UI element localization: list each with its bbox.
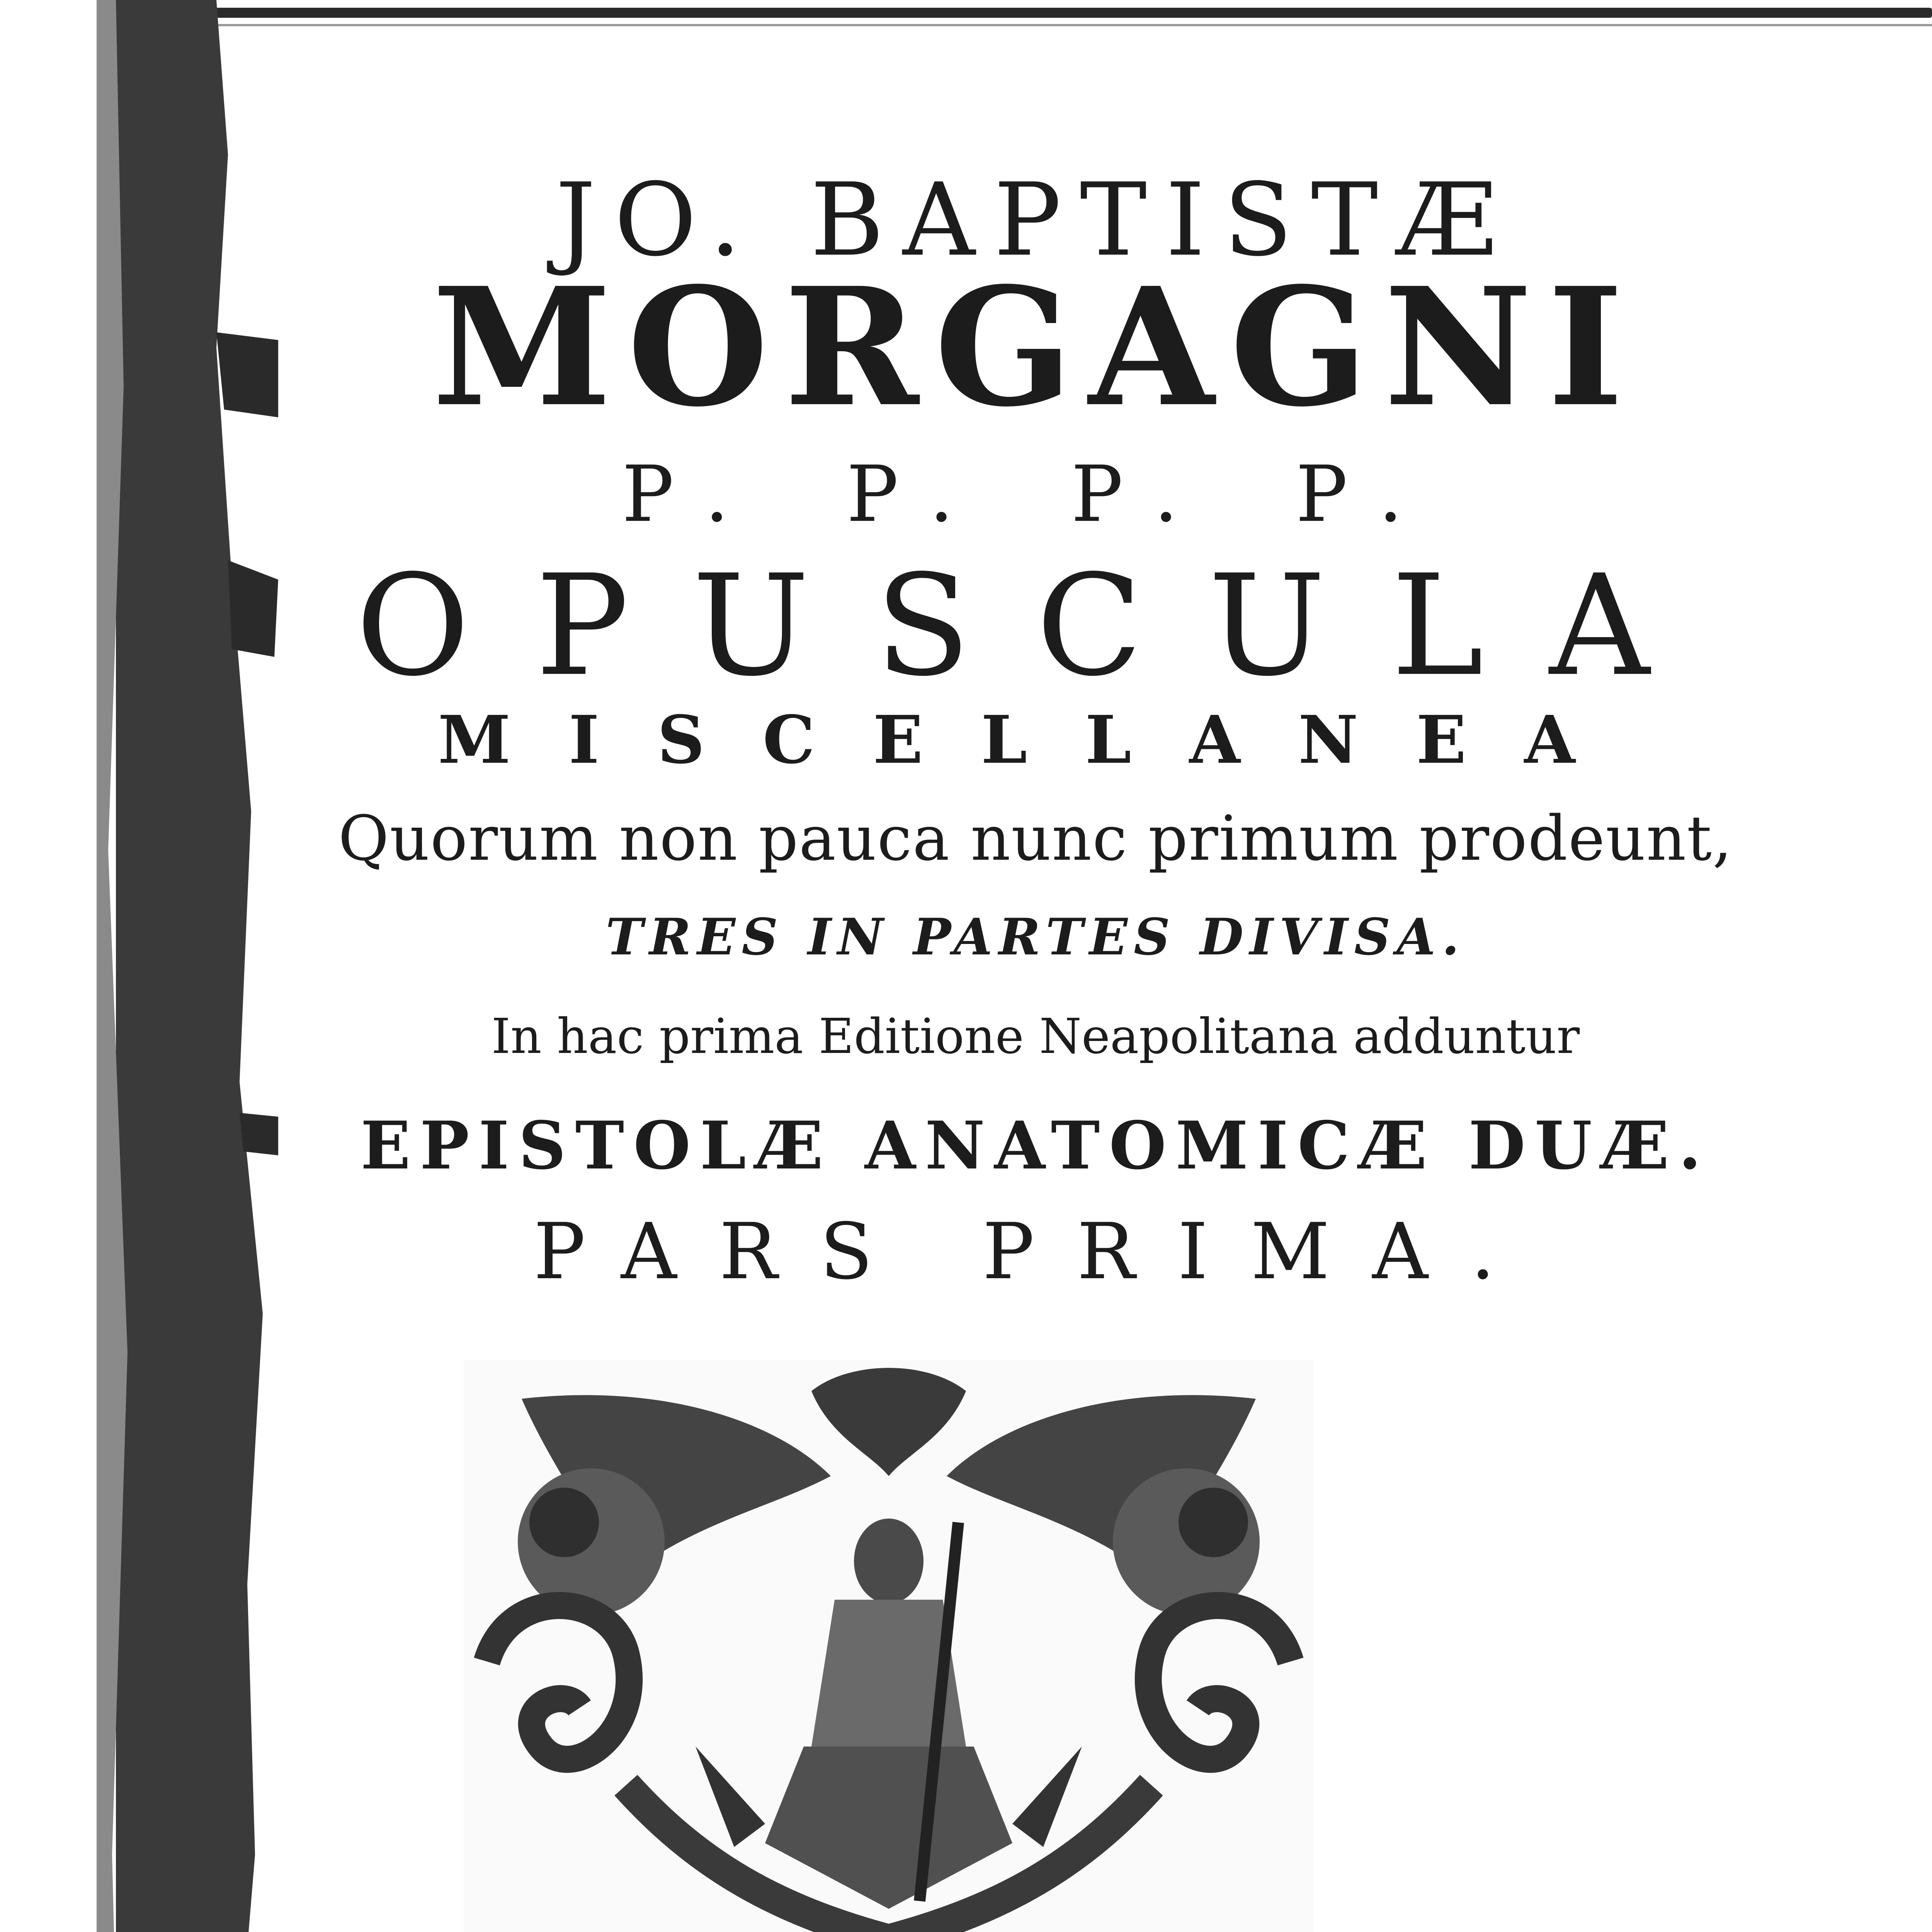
edition-note: In hac prima Editione Neapolitana adduntur: [491, 1009, 1580, 1065]
work-title: OPUSCULA: [355, 545, 1716, 707]
division-note: TRES IN PARTES DIVISA.: [605, 907, 1466, 966]
work-subtitle: MISCELLANEA: [438, 701, 1633, 779]
author-forename: JO. BAPTISTÆ: [555, 162, 1516, 279]
description-line: Quorum non pauca nunc primum prodeunt,: [338, 802, 1733, 874]
top-border-rule: [147, 8, 1932, 18]
addition-note: EPISTOLÆ ANATOMICÆ DUÆ.: [361, 1107, 1711, 1184]
author-surname: MORGAGNI: [432, 252, 1639, 443]
top-border-rule-thin: [147, 24, 1932, 26]
part-label: PARS PRIMA.: [533, 1207, 1538, 1297]
author-titles: P. P. P. P.: [622, 449, 1449, 539]
printers-ornament-illustration: [464, 1360, 1314, 1932]
